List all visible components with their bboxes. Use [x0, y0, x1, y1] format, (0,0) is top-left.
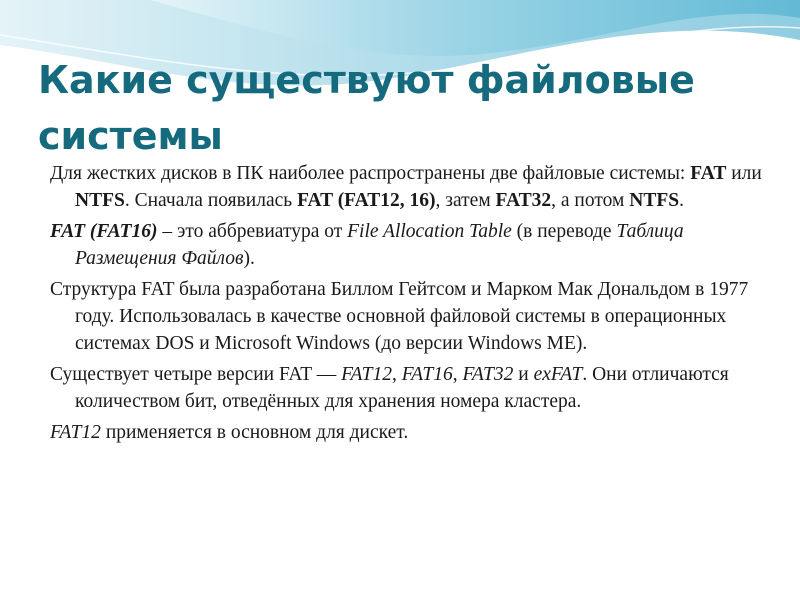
term-fat16: FAT16: [401, 364, 453, 385]
paragraph-fat-history: [50, 276, 770, 357]
text: – это аббревиатура от: [157, 221, 348, 242]
text: ).: [243, 248, 255, 269]
text: ,: [392, 364, 402, 385]
paragraph-fat-versions: [50, 361, 770, 415]
term-fat-fat16: FAT (FAT16): [50, 221, 158, 242]
text: ,: [452, 364, 463, 385]
term-fat: FAT: [690, 163, 727, 184]
term-fat12: FAT12: [50, 422, 101, 443]
term-fat32: FAT32: [495, 190, 552, 211]
term-exfat: exFAT: [533, 364, 583, 385]
term-translation: Таблица Размещения Файлов: [75, 221, 684, 269]
term-fat32: FAT32: [462, 364, 514, 385]
text: Для жестких дисков в ПК наиболее распространены две файловые системы:: [50, 163, 691, 184]
text: или: [726, 163, 762, 184]
text: , затем: [435, 190, 496, 211]
term-file-allocation-table: File Allocation Table: [347, 221, 512, 242]
text: (в переводе: [511, 221, 617, 242]
text: , а потом: [551, 190, 630, 211]
text: .: [679, 190, 684, 211]
text: Структура FAT была разработана Биллом Гейтсом и Марком Мак Дональдом в 1977 году. Использовалась в качестве основной файловой системы в операционных системах DOS и Microsoft Windows (до версии Windows ME).: [50, 279, 749, 354]
term-ntfs: NTFS: [75, 190, 125, 211]
term-fat-versions: FAT (FAT12, 16): [297, 190, 436, 211]
slide-title: Какие существуют файловые системы: [38, 58, 695, 158]
text: Существует четыре версии FAT —: [50, 364, 342, 385]
term-ntfs: NTFS: [629, 190, 680, 211]
slide-body: [50, 160, 770, 450]
text: и: [513, 364, 534, 385]
text: . Они отличаются количеством бит, отведённых для хранения номера кластера.: [75, 364, 729, 412]
paragraph-file-systems: [50, 160, 770, 214]
text: . Сначала появилась: [124, 190, 298, 211]
term-fat12: FAT12: [341, 364, 393, 385]
text: применяется в основном для дискет.: [100, 422, 409, 443]
paragraph-fat-definition: [50, 218, 770, 272]
paragraph-fat12-usage: [50, 419, 770, 446]
